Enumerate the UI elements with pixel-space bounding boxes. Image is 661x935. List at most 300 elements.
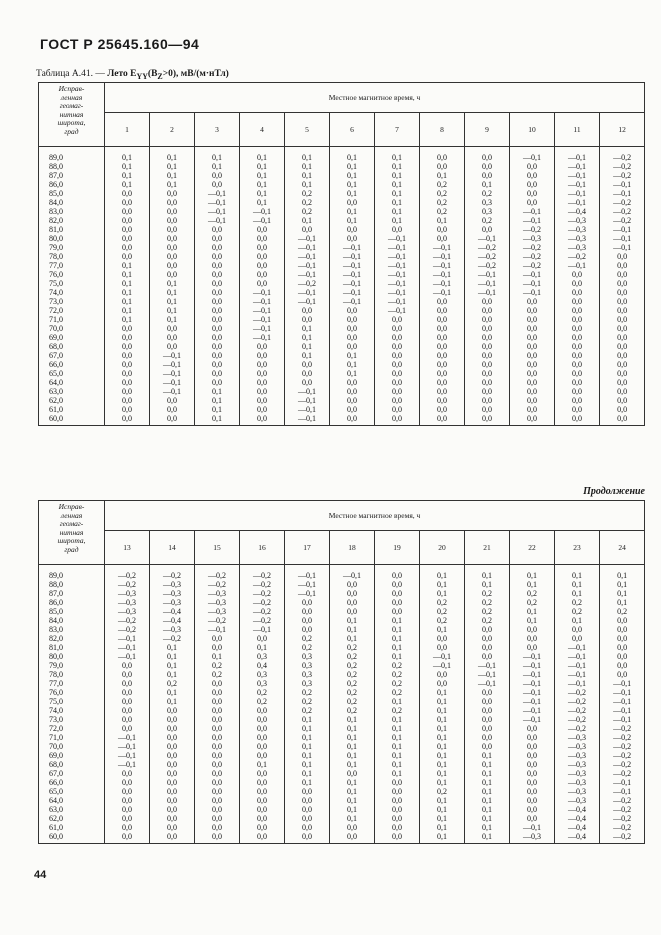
value-cell: —0,2 bbox=[240, 598, 285, 607]
value-cell: 0,0 bbox=[510, 625, 555, 634]
table-row bbox=[39, 805, 645, 814]
latitude-header-line: широта, bbox=[57, 118, 86, 127]
latitude-header-line: Исправ- bbox=[58, 502, 85, 511]
value-cell: 0,1 bbox=[105, 147, 150, 163]
value-cell: 0,0 bbox=[510, 342, 555, 351]
value-cell: 0,1 bbox=[420, 589, 465, 598]
value-cell: 0,1 bbox=[330, 814, 375, 823]
value-cell: 0,0 bbox=[375, 333, 420, 342]
value-cell: 0,0 bbox=[465, 378, 510, 387]
latitude-cell: 67,0 bbox=[39, 769, 105, 778]
value-cell: 0,0 bbox=[600, 342, 645, 351]
value-cell: 0,0 bbox=[555, 270, 600, 279]
value-cell: —0,2 bbox=[195, 565, 240, 581]
value-cell: 0,2 bbox=[465, 607, 510, 616]
value-cell: —0,1 bbox=[420, 252, 465, 261]
value-cell: 0,0 bbox=[465, 724, 510, 733]
value-cell: 0,0 bbox=[150, 769, 195, 778]
value-cell: 0,0 bbox=[105, 243, 150, 252]
value-cell: 0,0 bbox=[150, 832, 195, 844]
latitude-cell: 67,0 bbox=[39, 351, 105, 360]
value-cell: —0,3 bbox=[150, 625, 195, 634]
value-cell: 0,0 bbox=[285, 360, 330, 369]
value-cell: —0,1 bbox=[285, 387, 330, 396]
value-cell: 0,0 bbox=[240, 270, 285, 279]
value-cell: 0,0 bbox=[600, 324, 645, 333]
value-cell: 0,0 bbox=[240, 414, 285, 426]
value-cell: —0,1 bbox=[330, 243, 375, 252]
value-cell: 0,1 bbox=[420, 697, 465, 706]
latitude-cell: 87,0 bbox=[39, 171, 105, 180]
value-cell: 0,1 bbox=[150, 306, 195, 315]
value-cell: —0,1 bbox=[510, 147, 555, 163]
value-cell: 0,1 bbox=[150, 180, 195, 189]
value-cell: 0,0 bbox=[195, 832, 240, 844]
data-table-1 bbox=[38, 82, 645, 426]
value-cell: 0,0 bbox=[195, 823, 240, 832]
value-cell: 0,0 bbox=[285, 823, 330, 832]
hour-header: 6 bbox=[330, 113, 375, 147]
value-cell: —0,2 bbox=[240, 580, 285, 589]
value-cell: 0,1 bbox=[150, 171, 195, 180]
hour-header: 12 bbox=[600, 113, 645, 147]
value-cell: 0,0 bbox=[105, 405, 150, 414]
value-cell: 0,0 bbox=[510, 733, 555, 742]
value-cell: 0,1 bbox=[285, 324, 330, 333]
value-cell: 0,1 bbox=[330, 760, 375, 769]
value-cell: 0,0 bbox=[150, 405, 195, 414]
value-cell: 0,0 bbox=[195, 360, 240, 369]
value-cell: —0,2 bbox=[105, 565, 150, 581]
value-cell: 0,1 bbox=[240, 198, 285, 207]
hour-header: 8 bbox=[420, 113, 465, 147]
value-cell: 0,0 bbox=[195, 252, 240, 261]
value-cell: 0,0 bbox=[420, 634, 465, 643]
value-cell: —0,2 bbox=[285, 279, 330, 288]
value-cell: 0,0 bbox=[510, 760, 555, 769]
value-cell: 0,0 bbox=[195, 324, 240, 333]
value-cell: —0,3 bbox=[555, 751, 600, 760]
value-cell: 0,1 bbox=[150, 288, 195, 297]
value-cell: 0,1 bbox=[330, 634, 375, 643]
value-cell: 0,2 bbox=[420, 787, 465, 796]
table-row bbox=[39, 216, 645, 225]
table-row bbox=[39, 252, 645, 261]
value-cell: 0,1 bbox=[150, 697, 195, 706]
value-cell: 0,0 bbox=[105, 661, 150, 670]
value-cell: 0,0 bbox=[195, 634, 240, 643]
value-cell: —0,1 bbox=[375, 279, 420, 288]
value-cell: 0,1 bbox=[105, 180, 150, 189]
table-row bbox=[39, 180, 645, 189]
value-cell: 0,1 bbox=[330, 351, 375, 360]
value-cell: 0,1 bbox=[105, 288, 150, 297]
value-cell: —0,2 bbox=[510, 261, 555, 270]
value-cell: 0,0 bbox=[510, 724, 555, 733]
value-cell: 0,0 bbox=[600, 405, 645, 414]
latitude-cell: 60,0 bbox=[39, 832, 105, 844]
value-cell: 0,0 bbox=[465, 715, 510, 724]
value-cell: 0,0 bbox=[195, 688, 240, 697]
value-cell: 0,0 bbox=[420, 147, 465, 163]
value-cell: —0,1 bbox=[600, 715, 645, 724]
value-cell: 0,0 bbox=[195, 297, 240, 306]
value-cell: 0,0 bbox=[105, 706, 150, 715]
table-row bbox=[39, 643, 645, 652]
value-cell: 0,1 bbox=[375, 180, 420, 189]
table-row bbox=[39, 769, 645, 778]
value-cell: —0,1 bbox=[240, 625, 285, 634]
caption-condition-rest: >0), мВ/(м·нТл) bbox=[162, 69, 229, 79]
value-cell: 0,1 bbox=[375, 162, 420, 171]
hour-header: 1 bbox=[105, 113, 150, 147]
table-row bbox=[39, 207, 645, 216]
value-cell: 0,0 bbox=[195, 715, 240, 724]
value-cell: 0,2 bbox=[375, 661, 420, 670]
value-cell: —0,3 bbox=[555, 778, 600, 787]
value-cell: 0,0 bbox=[375, 814, 420, 823]
value-cell: 0,0 bbox=[105, 724, 150, 733]
latitude-cell: 82,0 bbox=[39, 216, 105, 225]
value-cell: 0,2 bbox=[195, 661, 240, 670]
latitude-cell: 80,0 bbox=[39, 234, 105, 243]
latitude-cell: 69,0 bbox=[39, 333, 105, 342]
value-cell: 0,1 bbox=[375, 216, 420, 225]
value-cell: 0,2 bbox=[330, 688, 375, 697]
value-cell: 0,2 bbox=[510, 598, 555, 607]
value-cell: 0,0 bbox=[150, 823, 195, 832]
value-cell: 0,3 bbox=[465, 207, 510, 216]
value-cell: 0,0 bbox=[600, 261, 645, 270]
value-cell: 0,1 bbox=[195, 387, 240, 396]
value-cell: 0,2 bbox=[465, 598, 510, 607]
value-cell: 0,1 bbox=[600, 580, 645, 589]
value-cell: —0,3 bbox=[555, 243, 600, 252]
value-cell: 0,0 bbox=[375, 369, 420, 378]
value-cell: 0,0 bbox=[105, 378, 150, 387]
value-cell: —0,3 bbox=[555, 760, 600, 769]
value-cell: 0,0 bbox=[240, 243, 285, 252]
value-cell: 0,0 bbox=[600, 670, 645, 679]
value-cell: 0,0 bbox=[420, 324, 465, 333]
hour-header: 24 bbox=[600, 531, 645, 565]
value-cell: 0,0 bbox=[465, 697, 510, 706]
value-cell: 0,2 bbox=[330, 697, 375, 706]
value-cell: 0,1 bbox=[195, 396, 240, 405]
value-cell: 0,1 bbox=[375, 171, 420, 180]
value-cell: 0,1 bbox=[465, 814, 510, 823]
table-caption bbox=[36, 69, 229, 81]
hour-header: 10 bbox=[510, 113, 555, 147]
value-cell: 0,0 bbox=[375, 805, 420, 814]
value-cell: 0,0 bbox=[285, 607, 330, 616]
value-cell: 0,2 bbox=[465, 589, 510, 598]
value-cell: 0,0 bbox=[420, 315, 465, 324]
value-cell: 0,1 bbox=[420, 796, 465, 805]
value-cell: 0,0 bbox=[555, 387, 600, 396]
value-cell: —0,1 bbox=[375, 270, 420, 279]
latitude-cell: 68,0 bbox=[39, 342, 105, 351]
value-cell: 0,0 bbox=[510, 787, 555, 796]
value-cell: —0,2 bbox=[510, 252, 555, 261]
hour-header: 9 bbox=[465, 113, 510, 147]
value-cell: —0,1 bbox=[510, 679, 555, 688]
value-cell: 0,0 bbox=[330, 823, 375, 832]
value-cell: 0,0 bbox=[330, 396, 375, 405]
value-cell: 0,1 bbox=[285, 724, 330, 733]
value-cell: 0,0 bbox=[465, 414, 510, 426]
value-cell: —0,2 bbox=[195, 580, 240, 589]
value-cell: 0,0 bbox=[105, 697, 150, 706]
value-cell: 0,0 bbox=[600, 297, 645, 306]
value-cell: 0,1 bbox=[105, 306, 150, 315]
value-cell: 0,0 bbox=[510, 180, 555, 189]
value-cell: 0,0 bbox=[240, 715, 285, 724]
value-cell: 0,0 bbox=[465, 706, 510, 715]
caption-condition-sub: Z bbox=[157, 71, 163, 81]
value-cell: 0,0 bbox=[150, 796, 195, 805]
latitude-header-line: геомаг- bbox=[59, 519, 84, 528]
value-cell: 0,1 bbox=[150, 661, 195, 670]
value-cell: 0,0 bbox=[105, 787, 150, 796]
table-row bbox=[39, 324, 645, 333]
table-row bbox=[39, 378, 645, 387]
value-cell: 0,0 bbox=[510, 387, 555, 396]
value-cell: 0,0 bbox=[375, 405, 420, 414]
hour-header: 13 bbox=[105, 531, 150, 565]
caption-title-main: Лето E bbox=[107, 69, 137, 79]
latitude-header-line: град bbox=[64, 544, 79, 554]
value-cell: —0,1 bbox=[285, 234, 330, 243]
value-cell: 0,1 bbox=[285, 180, 330, 189]
latitude-header-line: град bbox=[64, 126, 79, 136]
value-cell: 0,0 bbox=[105, 396, 150, 405]
value-cell: 0,3 bbox=[285, 652, 330, 661]
value-cell: 0,0 bbox=[330, 607, 375, 616]
value-cell: 0,1 bbox=[330, 189, 375, 198]
latitude-cell: 81,0 bbox=[39, 225, 105, 234]
value-cell: —0,1 bbox=[510, 288, 555, 297]
value-cell: 0,1 bbox=[375, 724, 420, 733]
value-cell: 0,1 bbox=[330, 216, 375, 225]
latitude-cell: 62,0 bbox=[39, 396, 105, 405]
value-cell: 0,0 bbox=[420, 396, 465, 405]
value-cell: 0,0 bbox=[195, 742, 240, 751]
value-cell: 0,0 bbox=[465, 171, 510, 180]
table-row bbox=[39, 306, 645, 315]
value-cell: 0,0 bbox=[420, 333, 465, 342]
value-cell: —0,1 bbox=[510, 270, 555, 279]
latitude-header bbox=[39, 501, 105, 565]
value-cell: 0,0 bbox=[510, 396, 555, 405]
value-cell: —0,3 bbox=[555, 796, 600, 805]
value-cell: 0,0 bbox=[150, 225, 195, 234]
value-cell: —0,1 bbox=[330, 261, 375, 270]
value-cell: 0,1 bbox=[420, 580, 465, 589]
value-cell: —0,3 bbox=[150, 580, 195, 589]
value-cell: 0,0 bbox=[330, 378, 375, 387]
value-cell: 0,1 bbox=[375, 207, 420, 216]
value-cell: 0,0 bbox=[195, 733, 240, 742]
value-cell: —0,2 bbox=[600, 216, 645, 225]
value-cell: —0,1 bbox=[420, 270, 465, 279]
value-cell: 0,1 bbox=[240, 162, 285, 171]
table-row bbox=[39, 688, 645, 697]
value-cell: 0,0 bbox=[420, 225, 465, 234]
table-row bbox=[39, 670, 645, 679]
value-cell: 0,0 bbox=[285, 625, 330, 634]
value-cell: 0,0 bbox=[555, 333, 600, 342]
value-cell: —0,1 bbox=[420, 288, 465, 297]
value-cell: 0,0 bbox=[195, 333, 240, 342]
value-cell: 0,0 bbox=[420, 306, 465, 315]
value-cell: 0,0 bbox=[105, 198, 150, 207]
value-cell: 0,1 bbox=[195, 162, 240, 171]
table-row bbox=[39, 823, 645, 832]
value-cell: 0,0 bbox=[195, 315, 240, 324]
value-cell: —0,1 bbox=[285, 243, 330, 252]
value-cell: 0,0 bbox=[465, 625, 510, 634]
value-cell: —0,1 bbox=[285, 297, 330, 306]
value-cell: 0,0 bbox=[150, 751, 195, 760]
latitude-cell: 86,0 bbox=[39, 598, 105, 607]
value-cell: 0,0 bbox=[240, 805, 285, 814]
value-cell: 0,1 bbox=[420, 742, 465, 751]
value-cell: —0,1 bbox=[600, 243, 645, 252]
value-cell: 0,0 bbox=[240, 396, 285, 405]
value-cell: 0,0 bbox=[375, 787, 420, 796]
value-cell: 0,1 bbox=[555, 580, 600, 589]
hour-header: 14 bbox=[150, 531, 195, 565]
group-header: Местное магнитное время, ч bbox=[105, 83, 645, 113]
value-cell: —0,1 bbox=[285, 565, 330, 581]
table-row bbox=[39, 787, 645, 796]
table-row bbox=[39, 706, 645, 715]
value-cell: —0,1 bbox=[555, 171, 600, 180]
value-cell: —0,3 bbox=[195, 589, 240, 598]
value-cell: 0,1 bbox=[330, 742, 375, 751]
latitude-cell: 64,0 bbox=[39, 378, 105, 387]
value-cell: 0,0 bbox=[105, 823, 150, 832]
value-cell: 0,0 bbox=[195, 351, 240, 360]
latitude-cell: 75,0 bbox=[39, 697, 105, 706]
value-cell: 0,1 bbox=[375, 634, 420, 643]
value-cell: 0,1 bbox=[330, 625, 375, 634]
value-cell: 0,1 bbox=[330, 162, 375, 171]
value-cell: 0,1 bbox=[420, 724, 465, 733]
value-cell: 0,1 bbox=[285, 733, 330, 742]
value-cell: —0,1 bbox=[600, 225, 645, 234]
value-cell: 0,0 bbox=[195, 243, 240, 252]
table-row bbox=[39, 724, 645, 733]
value-cell: 0,1 bbox=[285, 216, 330, 225]
value-cell: —0,1 bbox=[330, 270, 375, 279]
value-cell: —0,1 bbox=[555, 162, 600, 171]
value-cell: 0,0 bbox=[150, 234, 195, 243]
table-row bbox=[39, 171, 645, 180]
hour-header: 23 bbox=[555, 531, 600, 565]
value-cell: 0,0 bbox=[105, 207, 150, 216]
value-cell: 0,0 bbox=[420, 360, 465, 369]
value-cell: 0,1 bbox=[465, 760, 510, 769]
value-cell: 0,0 bbox=[240, 279, 285, 288]
caption-title bbox=[107, 69, 229, 79]
value-cell: 0,0 bbox=[240, 634, 285, 643]
latitude-cell: 84,0 bbox=[39, 198, 105, 207]
value-cell: 0,0 bbox=[240, 360, 285, 369]
value-cell: —0,1 bbox=[510, 207, 555, 216]
value-cell: 0,0 bbox=[465, 333, 510, 342]
value-cell: 0,1 bbox=[240, 180, 285, 189]
table-row bbox=[39, 279, 645, 288]
value-cell: 0,0 bbox=[240, 823, 285, 832]
value-cell: 0,0 bbox=[465, 396, 510, 405]
value-cell: 0,0 bbox=[420, 670, 465, 679]
value-cell: 0,2 bbox=[600, 607, 645, 616]
value-cell: 0,0 bbox=[465, 306, 510, 315]
value-cell: 0,1 bbox=[465, 580, 510, 589]
value-cell: —0,3 bbox=[555, 787, 600, 796]
value-cell: —0,1 bbox=[465, 288, 510, 297]
value-cell: 0,0 bbox=[510, 306, 555, 315]
value-cell: —0,1 bbox=[285, 580, 330, 589]
value-cell: 0,0 bbox=[465, 634, 510, 643]
value-cell: 0,0 bbox=[195, 769, 240, 778]
value-cell: —0,2 bbox=[240, 616, 285, 625]
value-cell: 0,1 bbox=[375, 697, 420, 706]
latitude-cell: 71,0 bbox=[39, 315, 105, 324]
value-cell: —0,1 bbox=[375, 297, 420, 306]
value-cell: 0,0 bbox=[195, 225, 240, 234]
table-row bbox=[39, 715, 645, 724]
value-cell: 0,0 bbox=[150, 760, 195, 769]
value-cell: 0,1 bbox=[285, 162, 330, 171]
value-cell: 0,0 bbox=[285, 805, 330, 814]
value-cell: 0,1 bbox=[240, 643, 285, 652]
value-cell: 0,0 bbox=[465, 369, 510, 378]
value-cell: 0,0 bbox=[600, 378, 645, 387]
value-cell: 0,1 bbox=[420, 171, 465, 180]
value-cell: 0,0 bbox=[555, 342, 600, 351]
value-cell: 0,2 bbox=[375, 679, 420, 688]
value-cell: 0,2 bbox=[420, 207, 465, 216]
value-cell: 0,0 bbox=[285, 787, 330, 796]
value-cell: 0,0 bbox=[555, 378, 600, 387]
value-cell: 0,1 bbox=[150, 688, 195, 697]
value-cell: 0,0 bbox=[105, 769, 150, 778]
value-cell: 0,1 bbox=[465, 796, 510, 805]
value-cell: 0,0 bbox=[195, 369, 240, 378]
value-cell: 0,1 bbox=[285, 351, 330, 360]
value-cell: 0,0 bbox=[510, 405, 555, 414]
value-cell: 0,0 bbox=[600, 616, 645, 625]
value-cell: 0,2 bbox=[465, 189, 510, 198]
value-cell: —0,2 bbox=[465, 261, 510, 270]
value-cell: 0,1 bbox=[285, 147, 330, 163]
value-cell: —0,1 bbox=[510, 652, 555, 661]
value-cell: —0,3 bbox=[555, 742, 600, 751]
value-cell: 0,0 bbox=[195, 342, 240, 351]
value-cell: —0,4 bbox=[555, 832, 600, 844]
value-cell: 0,0 bbox=[330, 769, 375, 778]
value-cell: 0,0 bbox=[375, 342, 420, 351]
value-cell: —0,1 bbox=[375, 243, 420, 252]
value-cell: 0,2 bbox=[510, 589, 555, 598]
value-cell: 0,0 bbox=[420, 342, 465, 351]
value-cell: 0,2 bbox=[330, 643, 375, 652]
value-cell: 0,0 bbox=[510, 351, 555, 360]
value-cell: 0,0 bbox=[195, 306, 240, 315]
